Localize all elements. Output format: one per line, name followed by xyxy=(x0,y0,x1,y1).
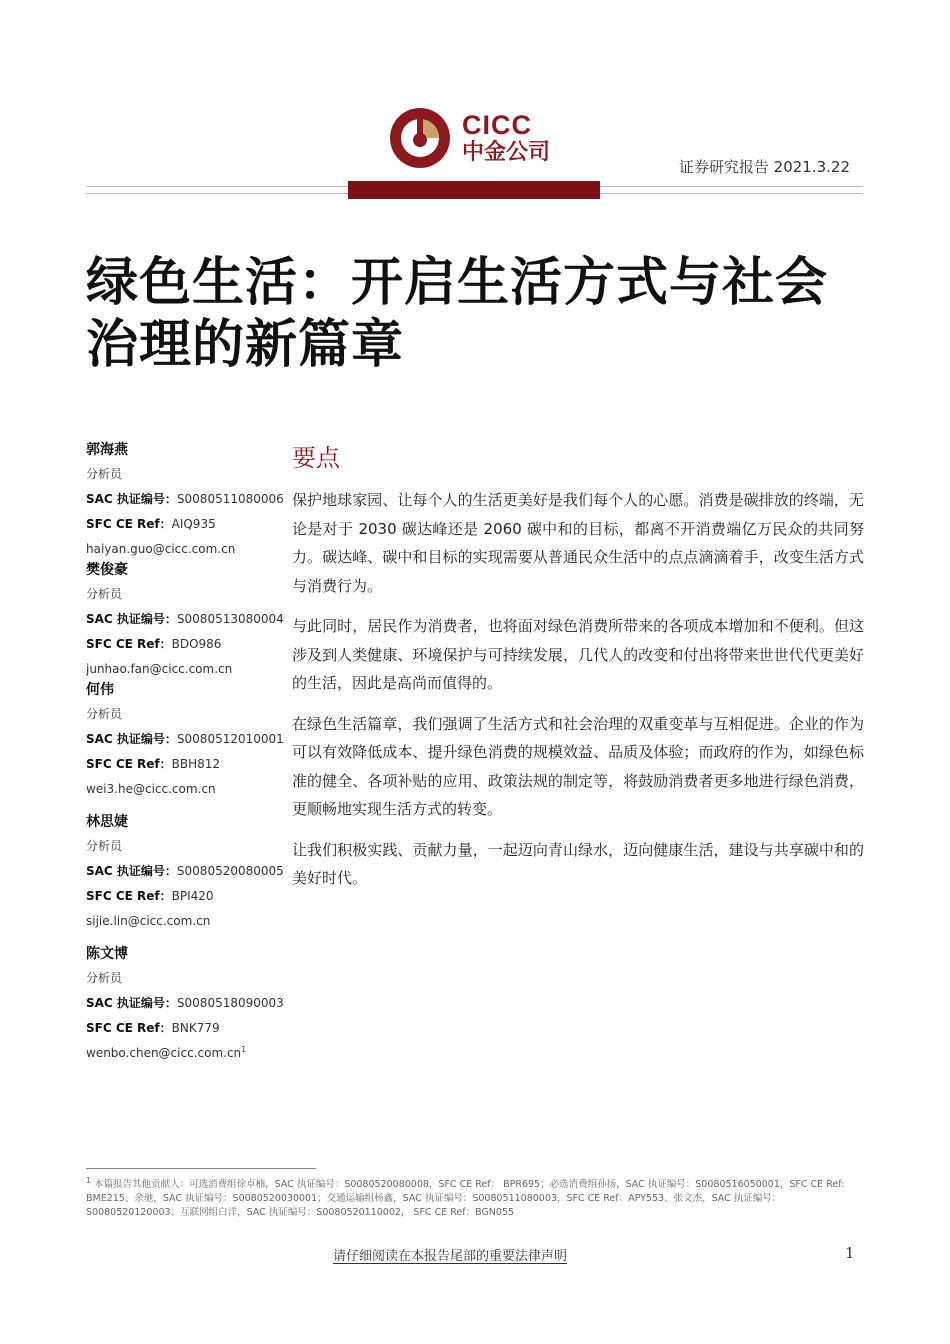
analyst-card xyxy=(86,438,286,562)
analyst-sfc xyxy=(86,1016,286,1041)
sfc-label: SFC CE Ref： xyxy=(86,889,172,903)
analyst-card xyxy=(86,678,286,802)
analyst-sfc xyxy=(86,884,286,909)
sfc-number: BNK779 xyxy=(171,1021,220,1035)
analyst-sac xyxy=(86,487,286,512)
analyst-name: 何伟 xyxy=(86,682,114,698)
paragraph: 保护地球家园、让每个人的生活更美好是我们每个人的心愿。消费是碳排放的终端，无论是对于 2030 碳达峰还是 2060 碳中和的目标，都离不开消费端亿万民众的共同努力。碳达峰、碳中和目标的实现需要从普通民众生活中的点点滴滴着手，改变生活方式与消费行为。 xyxy=(292,491,864,595)
analyst-role: 分析员 xyxy=(86,707,123,721)
sfc-number: BPI420 xyxy=(171,889,214,903)
analyst-email-row xyxy=(86,1041,286,1066)
report-type-date: 证券研究报告 2021.3.22 xyxy=(678,158,850,176)
footnote-number: 1 xyxy=(86,1175,92,1185)
cicc-logo xyxy=(388,106,563,170)
analyst-email[interactable]: haiyan.guo@cicc.com.cn xyxy=(86,542,236,556)
sfc-number: BDO986 xyxy=(171,637,222,651)
analyst-sac xyxy=(86,991,286,1016)
sac-label: SAC 执证编号： xyxy=(86,492,177,506)
analyst-name: 樊俊豪 xyxy=(86,562,128,578)
analyst-sfc xyxy=(86,512,286,537)
analyst-sac xyxy=(86,859,286,884)
footnote-marker: 1 xyxy=(241,1045,247,1054)
analyst-name: 林思婕 xyxy=(86,814,128,830)
logo-text-en: CICC xyxy=(462,110,532,140)
cicc-logo-icon xyxy=(388,106,452,170)
footnote xyxy=(86,1175,866,1220)
analyst-card xyxy=(86,558,286,682)
sfc-number: AIQ935 xyxy=(171,517,216,531)
analyst-sac xyxy=(86,727,286,752)
header-accent-bar xyxy=(348,181,600,199)
paragraph: 在绿色生活篇章，我们强调了生活方式和社会治理的双重变革与互相促进。企业的作为可以有效降低成本、提升绿色消费的规模效益、品质及体验；而政府的作为，如绿色标准的健全、各项补贴的应用、政策法规的制定等，将鼓励消费者更多地进行绿色消费，更顺畅地实现生活方式的转变。 xyxy=(292,714,864,818)
sfc-label: SFC CE Ref： xyxy=(86,757,172,771)
sac-label: SAC 执证编号： xyxy=(86,864,177,878)
sac-number: S0080512010001 xyxy=(176,732,284,746)
legal-disclaimer-link[interactable]: 请仔细阅读在本报告尾部的重要法律声明 xyxy=(333,1249,568,1264)
sac-label: SAC 执证编号： xyxy=(86,996,177,1010)
analyst-email[interactable]: wei3.he@cicc.com.cn xyxy=(86,782,216,796)
analyst-role: 分析员 xyxy=(86,971,123,985)
sac-number: S0080511080006 xyxy=(176,492,284,506)
analyst-email[interactable]: sijie.lin@cicc.com.cn xyxy=(86,914,211,928)
analyst-role: 分析员 xyxy=(86,839,123,853)
analyst-sfc xyxy=(86,752,286,777)
sac-number: S0080513080004 xyxy=(176,612,284,626)
analyst-sac xyxy=(86,607,286,632)
sac-number: S0080518090003 xyxy=(176,996,284,1010)
analyst-card xyxy=(86,942,286,1066)
analyst-card xyxy=(86,810,286,934)
analyst-email[interactable]: junhao.fan@cicc.com.cn xyxy=(86,662,233,676)
paragraph: 让我们积极实践、贡献力量，一起迈向青山绿水，迈向健康生活，建设与共享碳中和的美好时代。 xyxy=(292,840,864,887)
analyst-name: 郭海燕 xyxy=(86,442,128,458)
footnote-text: 本篇报告其他贡献人：可选消费组徐卓楠，SAC 执证编号：S0080520080008，SFC CE Ref： BPR695；必选消费组孙扬，SAC 执证编号：S0080516050001，SFC CE Ref: BME215、余驰，SAC 执证编号：S0080520030001；交通运输组杨鑫，SAC 执证编号：S0080511080003，SFC CE Ref：APY553、张文杰，SAC 执证编号：S0080520120003；互联网组白洋，SAC 执证编号：S0080520110002， SFC CE Ref：BGN055 xyxy=(86,1179,845,1218)
sfc-label: SFC CE Ref： xyxy=(86,517,172,531)
sfc-label: SFC CE Ref： xyxy=(86,637,172,651)
sfc-number: BBH812 xyxy=(171,757,221,771)
sac-label: SAC 执证编号： xyxy=(86,612,177,626)
report-title: 绿色生活：开启生活方式与社会治理的新篇章 xyxy=(86,253,829,375)
sac-label: SAC 执证编号： xyxy=(86,732,177,746)
section-heading: 要点 xyxy=(292,444,340,472)
paragraph: 与此同时，居民作为消费者，也将面对绿色消费所带来的各项成本增加和不便利。但这涉及到人类健康、环境保护与可持续发展，几代人的改变和付出将带来世世代代更美好的生活，因此是高尚而值得的。 xyxy=(292,617,864,692)
footnote-rule xyxy=(86,1168,316,1169)
analyst-list xyxy=(86,438,286,1072)
analyst-sfc xyxy=(86,632,286,657)
logo-text-cn: 中金公司 xyxy=(462,140,551,165)
sac-number: S0080520080005 xyxy=(176,864,284,878)
analyst-name: 陈文博 xyxy=(86,946,128,962)
page-number: 1 xyxy=(845,1244,855,1262)
sfc-label: SFC CE Ref： xyxy=(86,1021,172,1035)
analyst-email[interactable]: wenbo.chen@cicc.com.cn xyxy=(86,1046,242,1060)
key-points-body xyxy=(292,486,864,905)
analyst-role: 分析员 xyxy=(86,587,123,601)
analyst-role: 分析员 xyxy=(86,467,123,481)
